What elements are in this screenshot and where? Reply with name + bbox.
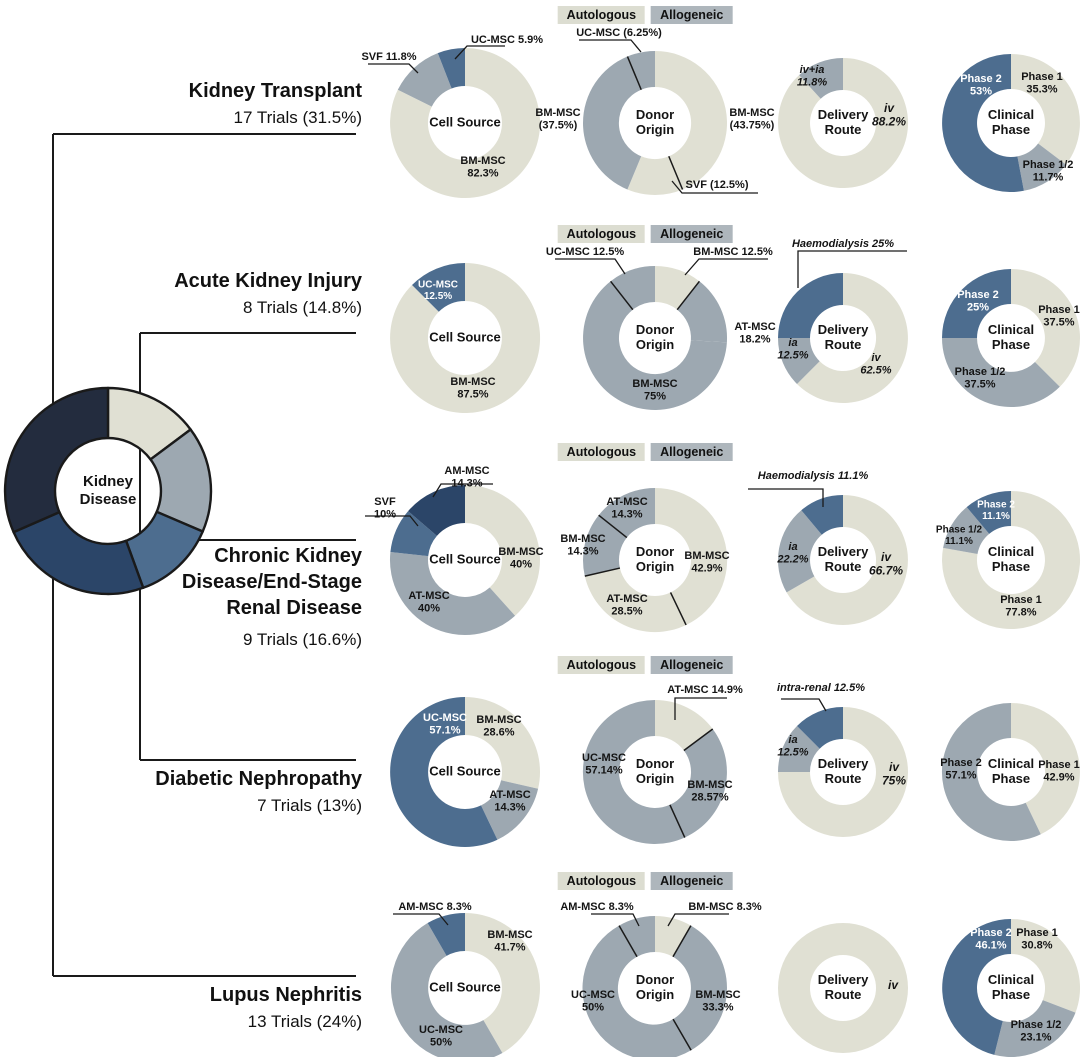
slice-label: 11.7%: [1032, 171, 1064, 184]
donut-lupus-nephritis-delivery-route: [778, 923, 908, 1053]
donut-center-label: Origin: [635, 336, 675, 352]
slice-label: 28.6%: [483, 726, 515, 739]
row-label-diabetic-nephropathy: [22, 766, 362, 817]
slice-label: 28.57%: [691, 791, 729, 804]
slice-label: 12.5%: [423, 291, 453, 303]
legend-chip-allogeneic: Allogeneic: [651, 872, 732, 890]
slice-label: AT-MSC: [606, 495, 648, 508]
slice-label: 57.1%: [945, 769, 977, 782]
slice-label: 50%: [581, 1001, 605, 1014]
donut-diabetic-nephropathy-delivery-route: [777, 682, 908, 837]
slice-label: Phase 1/2: [935, 524, 983, 536]
slice-label: UC-MSC: [582, 751, 626, 764]
slice-label: Phase 1/2: [1010, 1018, 1062, 1031]
donut-center-label: Origin: [635, 121, 675, 137]
donut-center-label: Kidney: [82, 472, 134, 490]
slice-label: ia: [788, 336, 798, 349]
row-title: Kidney Transplant: [188, 80, 362, 102]
row-label-acute-kidney-injury: [22, 268, 362, 319]
donut-center-label: Donor: [635, 321, 675, 337]
slice-label: 37.5%: [964, 378, 996, 391]
donut-center-label: Delivery: [817, 543, 869, 559]
slice-label: BM-MSC: [632, 377, 678, 390]
slice-label: Phase 2: [940, 756, 982, 769]
slice-label: BM-MSC: [487, 928, 533, 941]
slice-label: 87.5%: [457, 388, 489, 401]
donut-center-label: Cell Source: [429, 551, 501, 567]
slice-label: 77.8%: [1005, 606, 1037, 619]
slice-label: UC-MSC: [571, 988, 615, 1001]
donut-diabetic-nephropathy-cell-source: [390, 697, 540, 847]
slice-label: BM-MSC: [687, 778, 733, 791]
row-title: Diabetic Nephropathy: [155, 768, 362, 790]
slice-label: iv: [880, 550, 892, 565]
slice-label: 25%: [966, 301, 990, 314]
slice-label: 12.5%: [777, 746, 809, 759]
donut-kidney-transplant-donor-origin: [535, 27, 774, 195]
slice-label: BM-MSC: [684, 549, 730, 562]
donut-lupus-nephritis-donor-origin: [560, 901, 762, 1057]
row-title: Lupus Nephritis: [209, 984, 362, 1006]
donut-acute-kidney-injury-delivery-route: [777, 238, 908, 403]
slice-label: 28.5%: [611, 605, 643, 618]
donut-acute-kidney-injury-cell-source: [390, 263, 540, 413]
slice-label: 10%: [373, 508, 397, 521]
slice-label: Phase 1: [1016, 926, 1058, 939]
slice-label: 14.3%: [567, 545, 599, 558]
donut-center-label: Route: [824, 986, 862, 1002]
slice-label: 33.3%: [702, 1001, 734, 1014]
slice-label: 23.1%: [1020, 1031, 1052, 1044]
slice-label: 42.9%: [1043, 771, 1075, 784]
donut-center-label: Donor: [635, 755, 675, 771]
donut-center-label: Delivery: [817, 971, 869, 987]
leader-line: [579, 40, 641, 52]
slice-label: Phase 2: [957, 288, 999, 301]
slice-label: 42.9%: [691, 562, 723, 575]
slice-label: 11.8%: [796, 76, 828, 89]
leader-line: [685, 259, 768, 275]
donut-chronic-kidney-delivery-route: [748, 470, 908, 625]
donut-center-label: Origin: [635, 986, 675, 1002]
donut-diabetic-nephropathy-donor-origin: [582, 684, 743, 844]
donut-center-label: Clinical: [987, 971, 1035, 987]
slice-label: AT-MSC: [408, 589, 450, 602]
donut-center-label: Cell Source: [429, 979, 501, 995]
slice-label: BM-MSC 12.5%: [693, 245, 773, 258]
slice-label: 37.5%: [1043, 316, 1075, 329]
legend-chip-allogeneic: Allogeneic: [651, 443, 732, 461]
slice-label: 11.1%: [945, 536, 973, 548]
donut-kidney-transplant-clinical-phase: [942, 54, 1080, 192]
slice-label: iv: [871, 351, 881, 364]
row-label-lupus-nephritis: [22, 982, 362, 1033]
legend-chip-autologous: Autologous: [558, 443, 645, 461]
donut-center-label: Cell Source: [429, 763, 501, 779]
donut-center-label: Clinical: [987, 321, 1035, 337]
slice-label: BM-MSC: [560, 532, 606, 545]
slice-label: 57.14%: [585, 764, 623, 777]
slice-label: 12.5%: [777, 349, 809, 362]
slice-label: 14.3%: [494, 801, 526, 814]
donut-diabetic-nephropathy-clinical-phase: [940, 703, 1080, 841]
slice-label: iv: [883, 101, 895, 116]
slice-label: BM-MSC 8.3%: [688, 900, 762, 913]
slice-label: Phase 1: [1000, 593, 1042, 606]
leader-line: [781, 699, 826, 711]
donor-origin-legend: [558, 443, 733, 461]
slice-label: AT-MSC: [489, 788, 531, 801]
donut-center-label: Route: [824, 336, 862, 352]
row-title: Renal Disease: [226, 597, 362, 619]
slice-label: SVF: [374, 495, 396, 508]
donut-center-label: Donor: [635, 543, 675, 559]
legend-chip-allogeneic: Allogeneic: [651, 6, 732, 24]
slice-label: 18.2%: [739, 333, 771, 346]
donut-lupus-nephritis-cell-source: [391, 901, 540, 1057]
slice-label: UC-MSC (6.25%): [576, 26, 662, 39]
slice-label: AM-MSC 8.3%: [398, 900, 472, 913]
donut-chronic-kidney-donor-origin: [560, 488, 729, 632]
donut-center-label: Origin: [635, 770, 675, 786]
slice-label: 50%: [429, 1036, 453, 1049]
slice-label: UC-MSC: [419, 1023, 463, 1036]
slice-label: UC-MSC: [418, 279, 458, 291]
donut-lupus-nephritis-clinical-phase: [942, 919, 1080, 1057]
slice-label: Phase 1/2: [954, 365, 1006, 378]
legend-chip-allogeneic: Allogeneic: [651, 656, 732, 674]
donut-center-label: Route: [824, 770, 862, 786]
donut-kidney-transplant-delivery-route: [778, 58, 908, 188]
slice-label: (37.5%): [538, 119, 578, 132]
slice-label: 40%: [509, 558, 533, 571]
slice-label: 82.3%: [467, 167, 499, 180]
donut-slice-BM-MSC: [583, 57, 641, 190]
row-subtitle: 8 Trials (14.8%): [242, 298, 362, 317]
legend-chip-autologous: Autologous: [558, 6, 645, 24]
slice-label: BM-MSC: [498, 545, 544, 558]
slice-label: iv+ia: [799, 63, 825, 76]
slice-label: BM-MSC: [729, 106, 775, 119]
donut-center-label: Cell Source: [429, 329, 501, 345]
donut-center-label: Phase: [991, 121, 1031, 137]
row-subtitle: 7 Trials (13%): [257, 796, 362, 815]
slice-label: iv: [887, 978, 899, 993]
donut-center-label: Delivery: [817, 321, 869, 337]
donut-slice-Kidney Transplant: [5, 388, 108, 532]
donut-center-label: Clinical: [987, 543, 1035, 559]
slice-label: AM-MSC: [444, 464, 490, 477]
donut-center-label: Clinical: [987, 106, 1035, 122]
slice-label: Phase 2: [970, 926, 1012, 939]
row-label-kidney-transplant: [22, 78, 362, 129]
row-title: Chronic Kidney: [214, 545, 362, 567]
donut-chronic-kidney-clinical-phase: [936, 491, 1080, 629]
donut-acute-kidney-injury-clinical-phase: [942, 269, 1080, 407]
slice-label: 57.1%: [429, 724, 461, 737]
row-label-chronic-kidney-disease: [22, 543, 362, 651]
donut-center-label: Donor: [635, 971, 675, 987]
donut-center-label: Route: [824, 121, 862, 137]
slice-label: 53%: [969, 85, 993, 98]
donut-center-label: Delivery: [817, 755, 869, 771]
row-subtitle: 9 Trials (16.6%): [242, 630, 362, 649]
donut-center-label: Phase: [991, 986, 1031, 1002]
donut-center-label: Origin: [635, 558, 675, 574]
donor-origin-legend: [558, 656, 733, 674]
slice-label: Phase 1: [1038, 758, 1080, 771]
slice-label: 22.2%: [777, 553, 809, 566]
legend-chip-autologous: Autologous: [558, 225, 645, 243]
slice-label: Phase 2: [977, 499, 1015, 511]
slice-label: 62.5%: [860, 364, 892, 377]
slice-label: BM-MSC: [450, 375, 496, 388]
donut-kidney-transplant-cell-source: [361, 34, 543, 198]
slice-label: 66.7%: [868, 563, 904, 578]
slice-label: Phase 1: [1021, 70, 1063, 83]
slice-label: 46.1%: [975, 939, 1007, 952]
slice-label: 14.3%: [611, 508, 643, 521]
donut-center-label: Phase: [991, 336, 1031, 352]
slice-label: 40%: [417, 602, 441, 615]
donut-center-label: Disease: [79, 490, 137, 508]
legend-chip-autologous: Autologous: [558, 656, 645, 674]
slice-label: AT-MSC 14.9%: [667, 683, 743, 696]
row-title: Acute Kidney Injury: [174, 270, 362, 292]
slice-label: 11.1%: [982, 511, 1010, 523]
legend-chip-allogeneic: Allogeneic: [651, 225, 732, 243]
slice-label: 30.8%: [1021, 939, 1053, 952]
donut-center-label: Clinical: [987, 755, 1035, 771]
slice-label: 75%: [643, 390, 667, 403]
slice-label: AT-MSC: [606, 592, 648, 605]
slice-label: 35.3%: [1026, 83, 1058, 96]
legend-chip-autologous: Autologous: [558, 872, 645, 890]
slice-label: SVF 11.8%: [361, 50, 417, 63]
slice-label: AT-MSC: [734, 320, 776, 333]
slice-label: Phase 2: [960, 72, 1002, 85]
donut-center-label: Route: [824, 558, 862, 574]
donut-center-label: Donor: [635, 106, 675, 122]
leader-line: [555, 259, 625, 274]
donor-origin-legend: [558, 872, 733, 890]
slice-label: BM-MSC: [535, 106, 581, 119]
slice-label: (43.75%): [729, 119, 775, 132]
donor-origin-legend: [558, 225, 733, 243]
slice-label: 41.7%: [494, 941, 526, 954]
slice-label: iv: [888, 760, 900, 775]
slice-label: UC-MSC 5.9%: [470, 33, 544, 46]
slice-label: intra-renal 12.5%: [776, 681, 866, 694]
slice-label: 14.3%: [451, 477, 483, 490]
slice-label: ia: [788, 540, 798, 553]
slice-label: AM-MSC 8.3%: [560, 900, 634, 913]
donut-center-label: Cell Source: [429, 114, 501, 130]
row-title: Disease/End-Stage: [181, 571, 362, 593]
donut-chronic-kidney-cell-source: [365, 465, 544, 635]
slice-label: SVF (12.5%): [685, 178, 749, 191]
slice-label: 88.2%: [871, 114, 907, 129]
slice-label: Haemodialysis 11.1%: [757, 469, 869, 482]
slice-label: Haemodialysis 25%: [791, 237, 895, 250]
slice-label: BM-MSC: [695, 988, 741, 1001]
slice-label: UC-MSC: [423, 711, 467, 724]
slice-label: Phase 1/2: [1022, 158, 1074, 171]
slice-label: UC-MSC 12.5%: [545, 245, 625, 258]
donut-center-label: Phase: [991, 558, 1031, 574]
slice-label: ia: [788, 733, 798, 746]
donut-center-label: Delivery: [817, 106, 869, 122]
row-subtitle: 17 Trials (31.5%): [233, 108, 362, 127]
donor-origin-legend: [558, 6, 733, 24]
slice-label: 75%: [881, 773, 907, 788]
donut-acute-kidney-injury-donor-origin: [546, 246, 776, 410]
row-subtitle: 13 Trials (24%): [247, 1012, 362, 1031]
donut-center-label: Phase: [991, 770, 1031, 786]
slice-label: BM-MSC: [476, 713, 522, 726]
slice-label: BM-MSC: [460, 154, 506, 167]
slice-label: Phase 1: [1038, 303, 1080, 316]
